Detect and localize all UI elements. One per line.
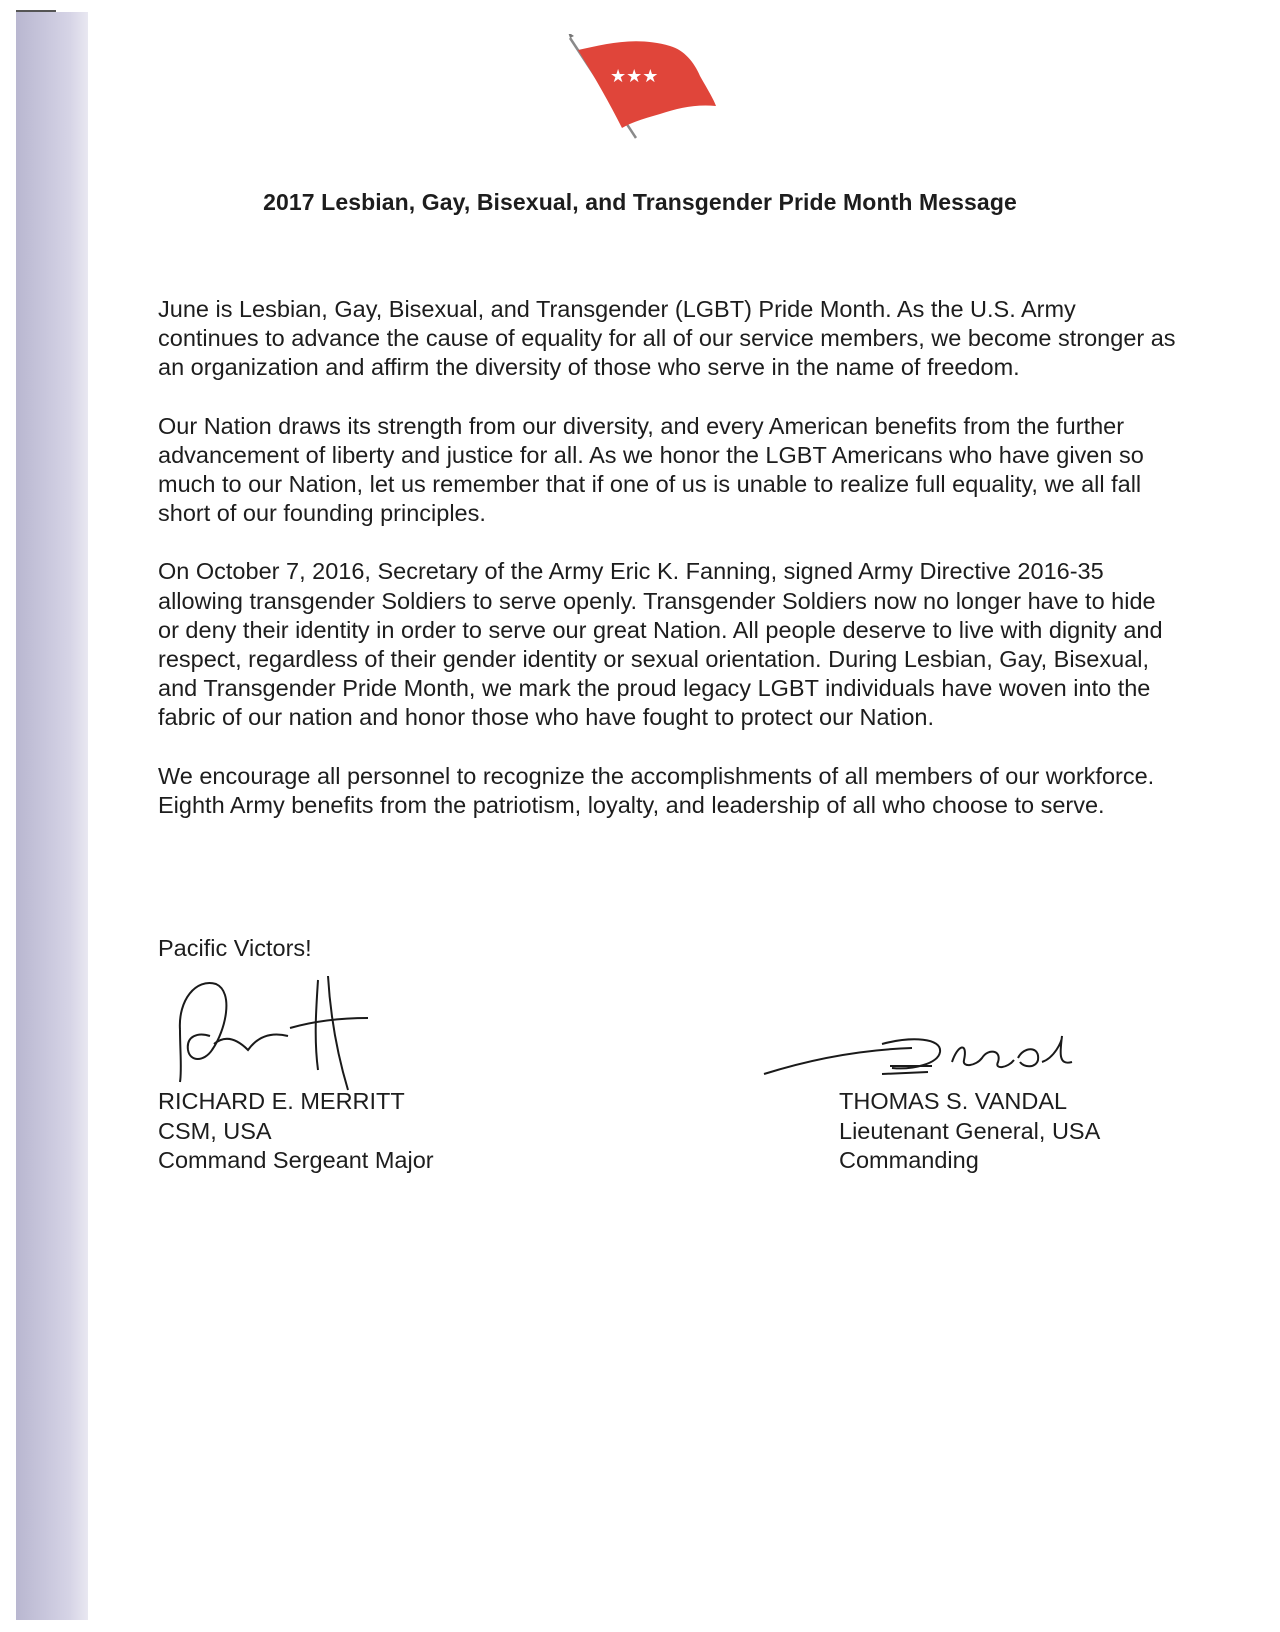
scan-edge-strip <box>16 12 88 1620</box>
signature-block-vandal <box>839 1087 1100 1176</box>
paragraph: Our Nation draws its strength from our diversity, and every American benefits from the further advancement of liberty and justice for all. As we honor the LGBT Americans who have given so much to our Nation, let us remember that if one of us is unable to realize full equality, we all fall short of our founding principles. <box>158 412 1144 527</box>
page-title: 2017 Lesbian, Gay, Bisexual, and Transgender Pride Month Message <box>263 189 1017 215</box>
closing-line: Pacific Victors! <box>158 935 312 961</box>
merritt-signature <box>168 970 378 1105</box>
message-body <box>158 295 1178 849</box>
vandal-signature <box>762 1032 1112 1092</box>
signatory-rank: Lieutenant General, USA <box>839 1117 1101 1144</box>
paragraph: June is Lesbian, Gay, Bisexual, and Transgender (LGBT) Pride Month. As the U.S. Army continues to advance the cause of equality for all of our service members, we become stronger as an organization and affirm the diversity of those who serve in the name of freedom. <box>158 296 1176 381</box>
signatory-name: RICHARD E. MERRITT <box>158 1088 405 1114</box>
flag-icon <box>566 34 766 146</box>
flag-stars: ★★★ <box>610 66 659 87</box>
signatory-name: THOMAS S. VANDAL <box>839 1088 1068 1114</box>
signatory-role: Commanding <box>839 1147 979 1173</box>
paragraph: We encourage all personnel to recognize the accomplishments of all members of our workforce. Eighth Army benefits from the patriotism, loyalty, and leadership of all who choose to serve. <box>158 762 1155 818</box>
paragraph: On October 7, 2016, Secretary of the Army Eric K. Fanning, signed Army Directive 2016-35 allowing transgender Soldiers to serve openly. Transgender Soldiers now no longer have to hide or deny their identity in order to serve our great Nation. All people deserve to live with dignity and respect, regardless of their gender identity or sexual orientation. During Lesbian, Gay, Bisexual, and Transgender Pride Month, we mark the proud legacy LGBT individuals have woven into the fabric of our nation and honor those who have fought to protect our Nation. <box>158 558 1163 731</box>
signatory-role: Command Sergeant Major <box>158 1147 434 1173</box>
general-flag-logo <box>566 34 766 146</box>
signatory-rank: CSM, USA <box>158 1117 272 1144</box>
signature-block-merritt <box>158 1087 434 1176</box>
